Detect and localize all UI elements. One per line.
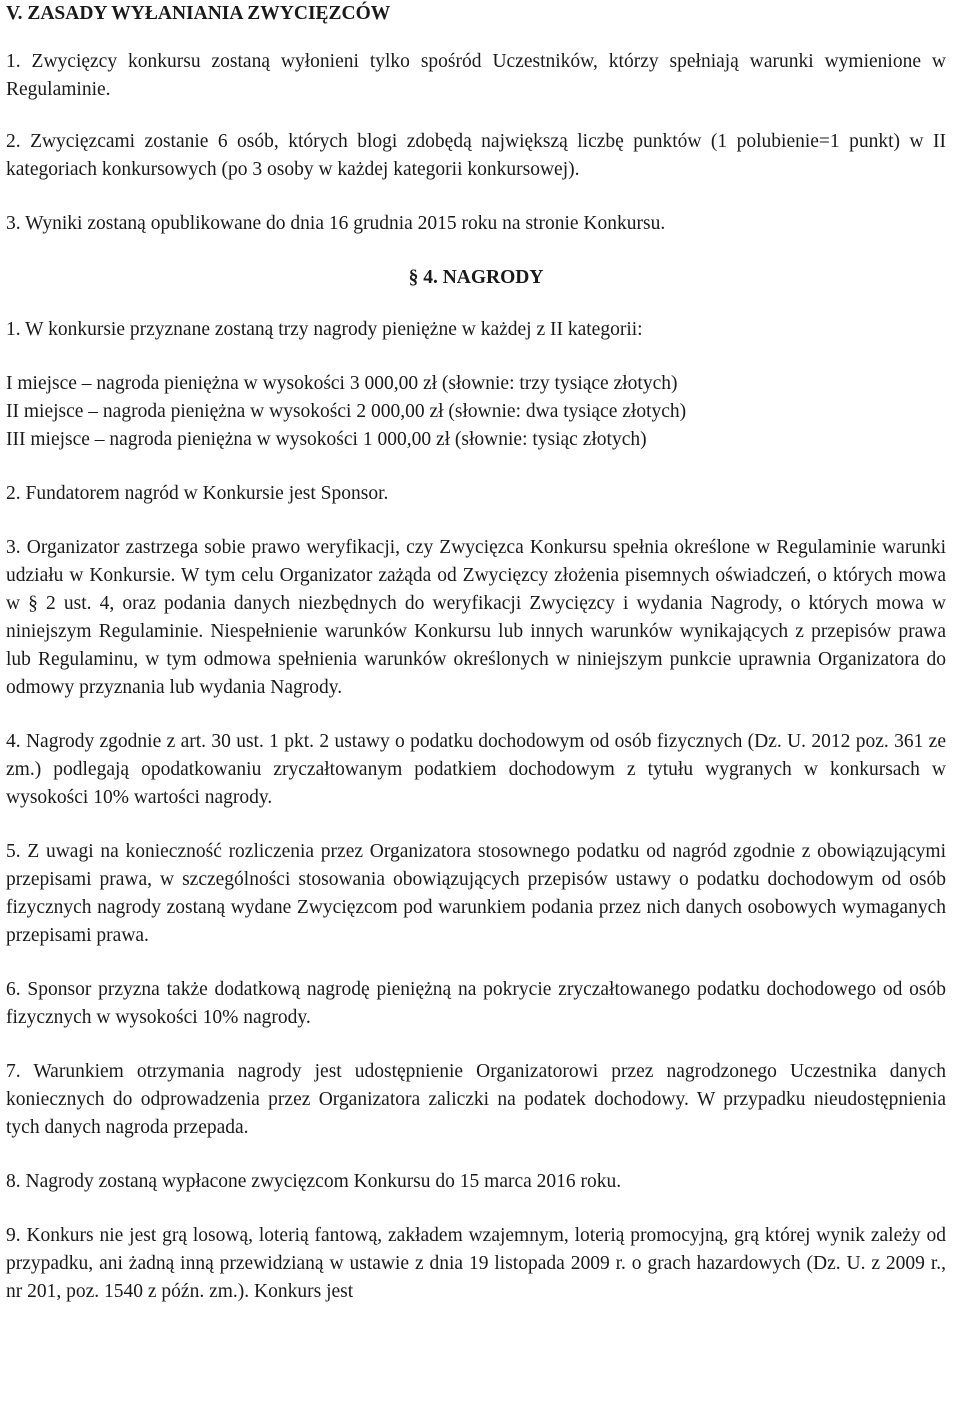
- prizes-paragraph-6: 6. Sponsor przyzna także dodatkową nagrodę pieniężną na pokrycie zryczałtowanego podatku dochodowego od osób fizycznych w wysokości 10% nagrody.: [6, 979, 946, 1028]
- prizes-paragraph-7: 7. Warunkiem otrzymania nagrody jest udostępnienie Organizatorowi przez nagrodzonego Uczestnika danych koniecznych do odprowadzenia przez Organizatora zaliczki na podatek dochodowy. W przypadku nieudostępnienia tych danych nagroda przepada.: [6, 1061, 946, 1138]
- prizes-paragraph-3: 3. Organizator zastrzega sobie prawo weryfikacji, czy Zwycięzca Konkursu spełnia określone w Regulaminie warunki udziału w Konkursie. W tym celu Organizator zażąda od Zwycięzcy złożenia pisemnych oświadczeń, o których mowa w § 2 ust. 4, oraz podania danych niezbędnych do weryfikacji Zwycięzcy i wydania Nagrody, o których mowa w niniejszym Regulaminie. Niespełnienie warunków Konkursu lub innych warunków wynikających z przepisów prawa lub Regulaminu, w tym odmowa spełnienia warunków określonych w niniejszym punkcie uprawnia Organizatora do odmowy przyznania lub wydania Nagrody.: [6, 537, 946, 698]
- section-v-heading: V. ZASADY WYŁANIANIA ZWYCIĘZCÓW: [6, 3, 391, 24]
- prizes-paragraph-8: 8. Nagrody zostaną wypłacone zwycięzcom Konkursu do 15 marca 2016 roku.: [6, 1171, 622, 1192]
- prize-second-place: II miejsce – nagroda pieniężna w wysokości 2 000,00 zł (słownie: dwa tysiące złotych): [6, 401, 687, 422]
- prizes-paragraph-9: 9. Konkurs nie jest grą losową, loterią fantową, zakładem wzajemnym, loterią promocyjną, grą której wynik zależy od przypadku, ani żadną inną przewidzianą w ustawie z dnia 19 listopada 2009 r. o grach hazardowych (Dz. U. z 2009 r., nr 201, poz. 1540 z późn. zm.). Konkurs jest: [6, 1225, 946, 1302]
- section-4-heading: § 4. NAGRODY: [408, 267, 544, 288]
- winners-paragraph-3: 3. Wyniki zostaną opublikowane do dnia 16 grudnia 2015 roku na stronie Konkursu.: [6, 213, 666, 234]
- document-page: [6, 0, 946, 1306]
- winners-paragraph-2: 2. Zwycięzcami zostanie 6 osób, których blogi zdobędą największą liczbę punktów (1 polubienie=1 punkt) w II kategoriach konkursowych (po 3 osoby w każdej kategorii konkursowej).: [6, 131, 946, 180]
- prizes-paragraph-5: 5. Z uwagi na konieczność rozliczenia przez Organizatora stosownego podatku od nagród zgodnie z obowiązującymi przepisami prawa, w szczególności stosowania obowiązujących przepisów ustawy o podatku dochodowym od osób fizycznych nagrody zostaną wydane Zwycięzcom pod warunkiem podania przez nich danych osobowych wymaganych przepisami prawa.: [6, 841, 946, 946]
- prizes-paragraph-1: 1. W konkursie przyznane zostaną trzy nagrody pieniężne w każdej z II kategorii:: [6, 319, 643, 340]
- prize-first-place: I miejsce – nagroda pieniężna w wysokości 3 000,00 zł (słownie: trzy tysiące złotych): [6, 373, 678, 394]
- prizes-paragraph-4: 4. Nagrody zgodnie z art. 30 ust. 1 pkt. 2 ustawy o podatku dochodowym od osób fizycznych (Dz. U. 2012 poz. 361 ze zm.) podlegają opodatkowaniu zryczałtowanym podatkiem dochodowym z tytułu wygranych w konkursach w wysokości 10% wartości nagrody.: [6, 731, 946, 808]
- prizes-paragraph-2: 2. Fundatorem nagród w Konkursie jest Sponsor.: [6, 483, 389, 504]
- prize-third-place: III miejsce – nagroda pieniężna w wysokości 1 000,00 zł (słownie: tysiąc złotych): [6, 429, 647, 450]
- winners-paragraph-1: 1. Zwycięzcy konkursu zostaną wyłonieni tylko spośród Uczestników, którzy spełniają warunki wymienione w Regulaminie.: [6, 51, 946, 100]
